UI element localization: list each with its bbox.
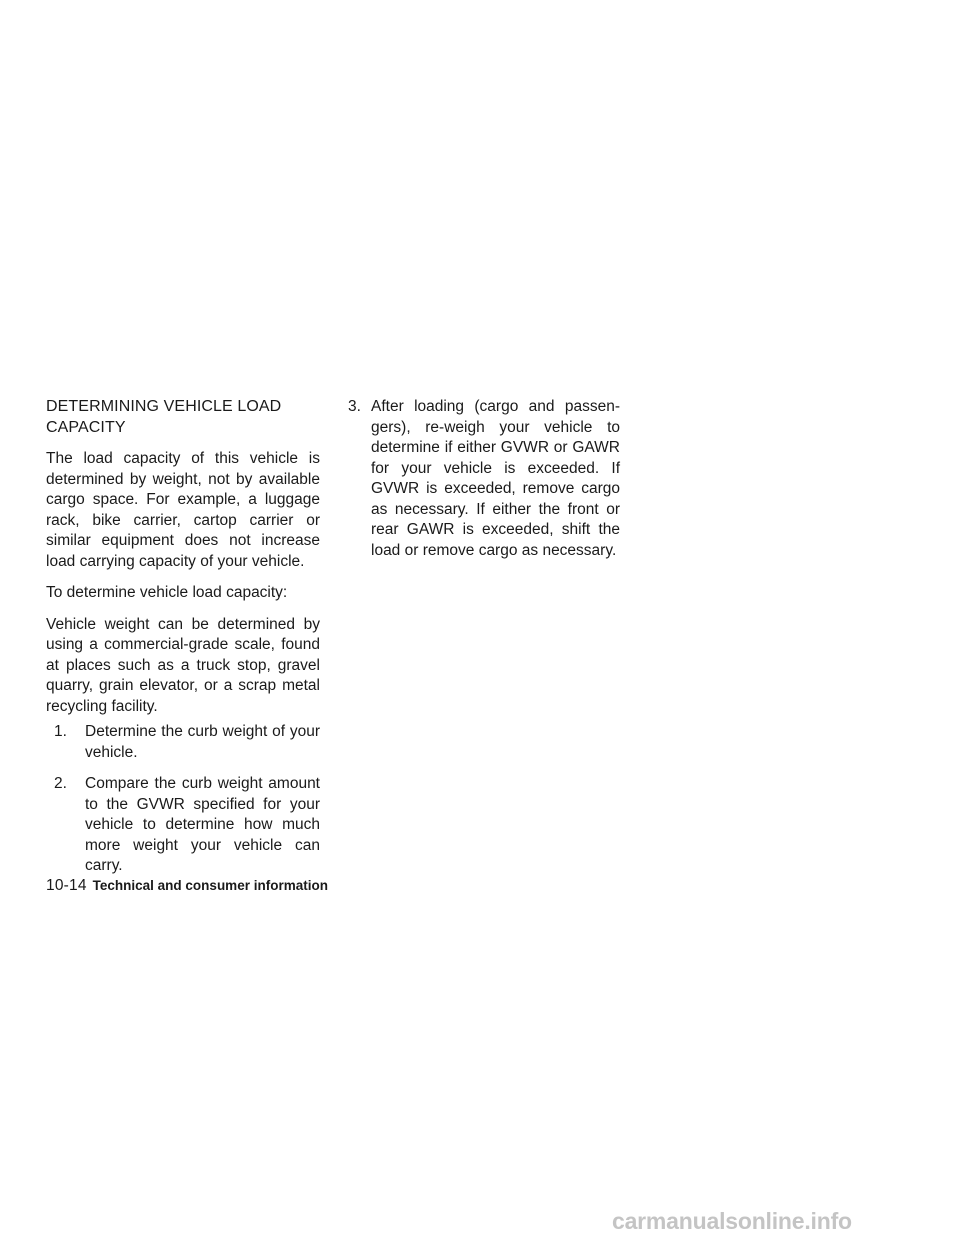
intro-paragraph: The load capacity of this vehicle is determined by weight, not by available cargo space. For example, a luggage rack, bike carrier, cartop carrier or similar equipment does not increase load carrying capacity of your vehicle. [46,450,320,570]
steps-list-continued [348,397,620,561]
list-item [348,397,620,561]
step-text: After loading (cargo and passengers), re-weigh your vehicle to determine if either GVWR or GAWR for your vehicle is exceeded. If GVWR is exceeded, remove cargo as necessary. If either the front or rear GAWR is exceeded, shift the load or remove cargo as necessary. [371,398,620,559]
step-number: 3. [348,398,361,415]
step-number: 2. [54,775,67,792]
watermark: carmanualsonline.info [612,1208,852,1234]
steps-list [54,722,320,877]
scale-paragraph: Vehicle weight can be determined by using a commercial-grade scale, found at places such as a truck stop, gravel quarry, grain elevator, or a scrap metal recycling facility. [46,615,320,715]
step-text: Determine the curb weight of your vehicle. [85,723,320,761]
step-text: Compare the curb weight amount to the GVWR specified for your vehicle to determine how much more weight your vehicle can carry. [85,775,320,874]
instruction-paragraph: To determine vehicle load capacity: [46,584,288,601]
page-number: 10-14 [46,877,87,894]
right-column [348,397,620,572]
footer-section-title: Technical and consumer information [92,878,328,893]
list-item [54,722,320,763]
left-column [46,397,320,888]
step-number: 1. [54,723,67,740]
page-footer [46,876,328,896]
section-heading: DETERMINING VEHICLE LOAD CAPACITY [46,398,282,436]
list-item [54,774,320,877]
